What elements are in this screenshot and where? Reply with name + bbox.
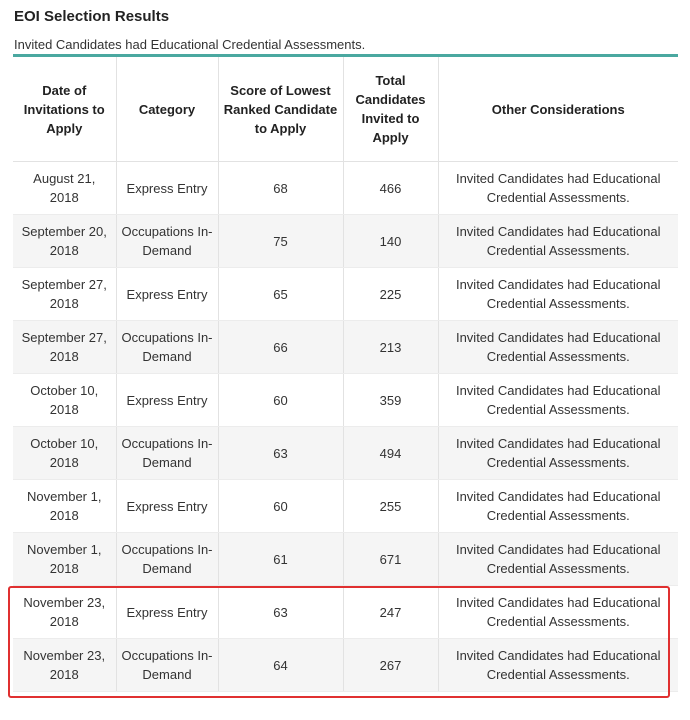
column-header-date: Date of Invitations to Apply [13, 57, 116, 162]
cell-considerations: Invited Candidates had Educational Credential Assessments. [438, 321, 678, 374]
cell-total: 247 [343, 586, 438, 639]
cell-date: September 20, 2018 [13, 215, 116, 268]
page-title: EOI Selection Results [14, 8, 170, 25]
cell-considerations: Invited Candidates had Educational Credential Assessments. [438, 374, 678, 427]
cell-considerations: Invited Candidates had Educational Credential Assessments. [438, 586, 678, 639]
cell-considerations: Invited Candidates had Educational Credential Assessments. [438, 639, 678, 692]
cell-category: Occupations In-Demand [116, 639, 218, 692]
cell-date: November 23, 2018 [13, 586, 116, 639]
cell-score: 60 [218, 374, 343, 427]
cell-score: 60 [218, 480, 343, 533]
cell-total: 225 [343, 268, 438, 321]
table-row [13, 162, 678, 215]
cell-date: August 21, 2018 [13, 162, 116, 215]
table-row [13, 639, 678, 692]
cell-date: November 23, 2018 [13, 639, 116, 692]
column-header-score: Score of Lowest Ranked Candidate to Apply [218, 57, 343, 162]
table-header-row [13, 57, 678, 162]
cell-total: 213 [343, 321, 438, 374]
cell-considerations: Invited Candidates had Educational Credential Assessments. [438, 480, 678, 533]
cell-date: October 10, 2018 [13, 374, 116, 427]
table-row [13, 215, 678, 268]
cell-considerations: Invited Candidates had Educational Credential Assessments. [438, 427, 678, 480]
cell-category: Express Entry [116, 586, 218, 639]
cell-score: 75 [218, 215, 343, 268]
table-row [13, 268, 678, 321]
cell-category: Express Entry [116, 268, 218, 321]
cell-category: Occupations In-Demand [116, 321, 218, 374]
cell-total: 494 [343, 427, 438, 480]
cell-total: 466 [343, 162, 438, 215]
cell-total: 140 [343, 215, 438, 268]
table-caption: Invited Candidates had Educational Credential Assessments. [14, 37, 366, 52]
cell-score: 66 [218, 321, 343, 374]
cell-score: 63 [218, 586, 343, 639]
cell-date: September 27, 2018 [13, 268, 116, 321]
cell-category: Express Entry [116, 162, 218, 215]
table-row [13, 321, 678, 374]
cell-score: 61 [218, 533, 343, 586]
cell-category: Occupations In-Demand [116, 427, 218, 480]
cell-considerations: Invited Candidates had Educational Credential Assessments. [438, 215, 678, 268]
column-header-total: Total Candidates Invited to Apply [343, 57, 438, 162]
table-row [13, 374, 678, 427]
cell-category: Express Entry [116, 374, 218, 427]
cell-date: October 10, 2018 [13, 427, 116, 480]
table-row [13, 480, 678, 533]
cell-category: Express Entry [116, 480, 218, 533]
eoi-results-table [13, 57, 678, 692]
cell-date: November 1, 2018 [13, 480, 116, 533]
column-header-considerations: Other Considerations [438, 57, 678, 162]
table-row [13, 586, 678, 639]
cell-considerations: Invited Candidates had Educational Credential Assessments. [438, 162, 678, 215]
table-row [13, 427, 678, 480]
cell-total: 671 [343, 533, 438, 586]
cell-score: 65 [218, 268, 343, 321]
cell-considerations: Invited Candidates had Educational Credential Assessments. [438, 268, 678, 321]
cell-score: 63 [218, 427, 343, 480]
cell-total: 255 [343, 480, 438, 533]
cell-date: November 1, 2018 [13, 533, 116, 586]
cell-considerations: Invited Candidates had Educational Credential Assessments. [438, 533, 678, 586]
table-row [13, 533, 678, 586]
cell-total: 359 [343, 374, 438, 427]
cell-score: 64 [218, 639, 343, 692]
cell-category: Occupations In-Demand [116, 533, 218, 586]
cell-total: 267 [343, 639, 438, 692]
cell-category: Occupations In-Demand [116, 215, 218, 268]
column-header-category: Category [116, 57, 218, 162]
cell-score: 68 [218, 162, 343, 215]
cell-date: September 27, 2018 [13, 321, 116, 374]
